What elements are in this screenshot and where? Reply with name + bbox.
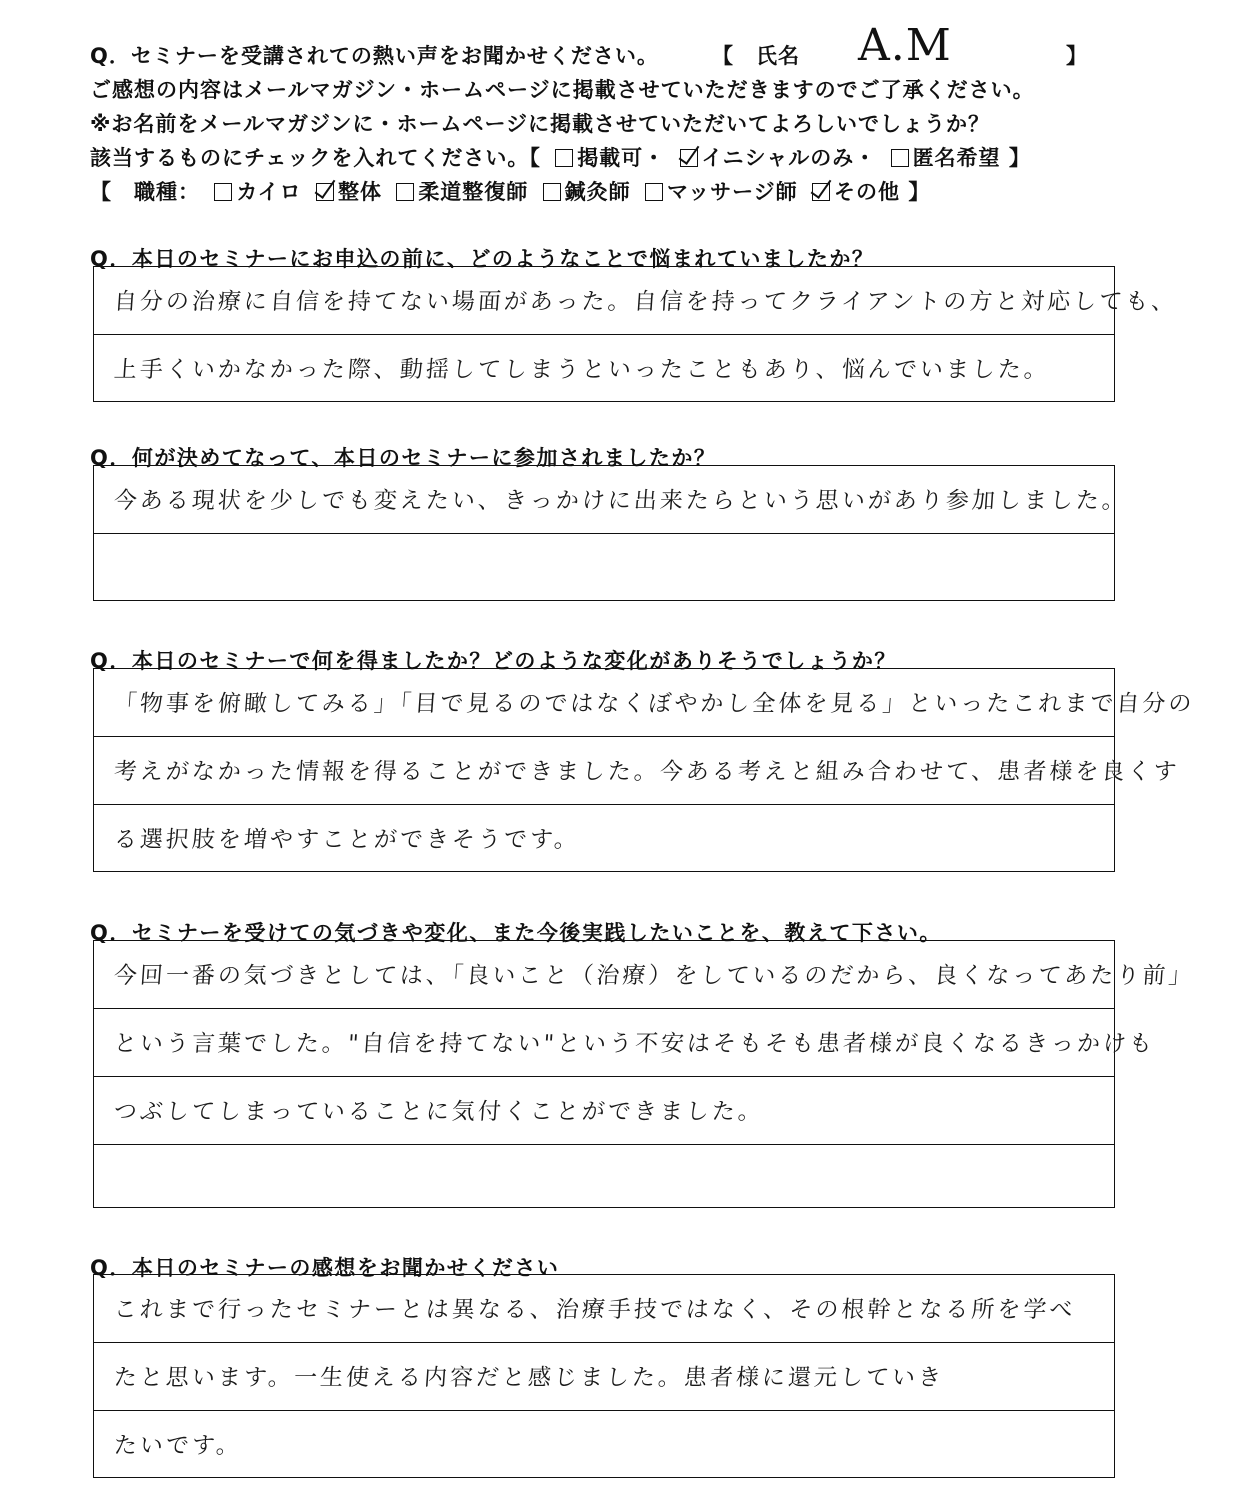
initial-only-checkbox[interactable] [680, 149, 698, 167]
answer-line [94, 267, 1179, 335]
answer-line [94, 737, 1181, 805]
answer-box-worries[interactable] [93, 266, 1179, 402]
question-worries: Q．本日のセミナーにお申込の前に、どのようなことで悩まれていましたか？ [90, 247, 875, 271]
anonymous-checkbox[interactable] [891, 149, 909, 167]
notice-line: ご感想の内容はメールマガジン・ホームページに掲載させていただきますのでご了承ください。 [90, 78, 1035, 102]
job-judo-label: 柔道整復師 [418, 180, 529, 204]
job-chiro-label: カイロ [236, 180, 302, 204]
answer-text: という言葉でした。"自信を持てない"という不安はそもそも患者様が良くなるきっかけも [112, 1031, 1156, 1057]
answer-box-reason[interactable] [93, 465, 1129, 601]
publish-label: 掲載可・ [577, 146, 666, 170]
job-suffix: 】 [908, 180, 931, 204]
answer-text: 「物事を俯瞰してみる」「目で見るのではなくぼやかし全体を見る」といったこれまで自分の [112, 691, 1196, 717]
answer-line [94, 1077, 1114, 1145]
job-judo-checkbox[interactable] [396, 183, 414, 201]
publish-checkbox[interactable] [555, 149, 573, 167]
answer-line [94, 805, 1114, 873]
answer-text: 自分の治療に自信を持てない場面があった。自信を持ってクライアントの方と対応しても、 [112, 289, 1179, 315]
answer-text: 今回一番の気づきとしては、「良いこと（治療）をしているのだから、良くなってあたり前」 [112, 963, 1196, 989]
permission-question: ※お名前をメールマガジンに・ホームページに掲載させていただいてよろしいでしょうか？ [90, 112, 991, 136]
answer-line [94, 466, 1129, 534]
name-value: A.M [858, 20, 952, 71]
answer-text: る選択肢を増やすことができそうです。 [112, 827, 581, 853]
job-seitai-label: 整体 [338, 180, 382, 204]
answer-line [94, 1275, 1114, 1343]
answer-text: たと思います。一生使える内容だと感じました。患者様に還元していき [112, 1365, 945, 1391]
job-other-label: その他 [834, 180, 900, 204]
answer-text: 上手くいかなかった際、動揺してしまうといったこともあり、悩んでいました。 [112, 357, 1051, 383]
answer-line [94, 941, 1196, 1009]
answer-line [94, 534, 1114, 602]
job-chiro-checkbox[interactable] [214, 183, 232, 201]
question-reason: Q．何が決めてなって、本日のセミナーに参加されましたか？ [90, 446, 717, 470]
initial-only-label: イニシャルのみ・ [701, 146, 877, 170]
name-label: 【 氏名 [712, 44, 800, 68]
question-gains: Q．本日のセミナーで何を得ましたか？どのような変化がありそうでしょうか？ [90, 649, 897, 673]
answer-line [94, 669, 1196, 737]
answer-text: これまで行ったセミナーとは異なる、治療手技ではなく、その根幹となる所を学べ [112, 1297, 1077, 1323]
job-seitai-checkbox[interactable] [316, 183, 334, 201]
job-options [90, 176, 930, 206]
permission-prefix: 該当するものにチェックを入れてください。【 [90, 146, 541, 170]
anonymous-label: 匿名希望 [912, 146, 1001, 170]
job-massage-checkbox[interactable] [645, 183, 663, 201]
answer-line [94, 335, 1114, 403]
answer-text: つぶしてしまっていることに気付くことができました。 [112, 1099, 765, 1125]
answer-line [94, 1343, 1114, 1411]
name-close: 】 [1066, 44, 1088, 68]
answer-line [94, 1009, 1156, 1077]
answer-box-insights[interactable] [93, 940, 1196, 1208]
job-shinkyu-checkbox[interactable] [543, 183, 561, 201]
question-insights: Q．セミナーを受けての気づきや変化、また今後実践したいことを、教えて下さい。 [90, 921, 942, 945]
permission-options [90, 142, 1031, 172]
question-voice-text: Q．セミナーを受講されての熱い声をお聞かせください。 [90, 44, 659, 68]
answer-box-gains[interactable] [93, 668, 1196, 872]
answer-line [94, 1145, 1114, 1213]
answer-box-impressions[interactable] [93, 1274, 1115, 1478]
job-other-checkbox[interactable] [812, 183, 830, 201]
answer-text: たいです。 [112, 1433, 243, 1459]
job-massage-label: マッサージ師 [666, 180, 798, 204]
job-prefix: 【 職種： [90, 180, 200, 204]
answer-text: 考えがなかった情報を得ることができました。今ある考えと組み合わせて、患者様を良くす [112, 759, 1181, 785]
question-voice [90, 40, 659, 70]
job-shinkyu-label: 鍼灸師 [564, 180, 631, 204]
answer-text: 今ある現状を少しでも変えたい、きっかけに出来たらという思いがあり参加しました。 [112, 488, 1129, 514]
answer-line [94, 1411, 1114, 1479]
permission-suffix: 】 [1008, 146, 1031, 170]
question-impressions: Q．本日のセミナーの感想をお聞かせください [90, 1256, 560, 1280]
